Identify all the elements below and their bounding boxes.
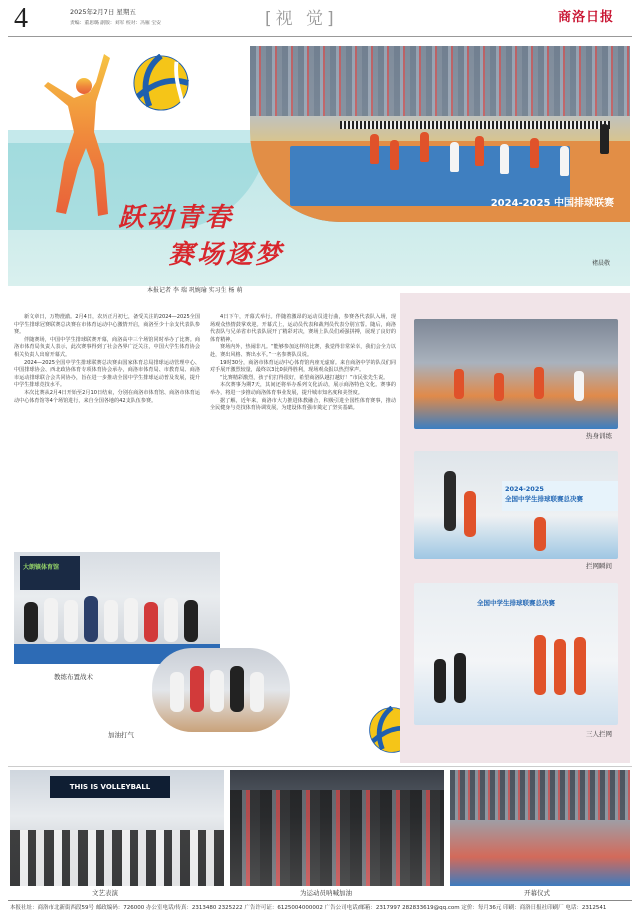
block-caption: 拦网瞬间	[586, 562, 612, 570]
opening-photo	[450, 770, 630, 886]
triple-block-photo	[414, 583, 618, 725]
editor-credits: 责编：董思璐 副版：刘军 校对：冯雁 宝安	[70, 21, 161, 26]
league-banner-name-2: 全国中学生排球联赛总决赛	[477, 599, 555, 607]
cheer-photo	[152, 648, 290, 732]
article-paragraph: 2024—2025全国中学生排球联赛总决赛由国家体育总局排球运动管理中心、中国排球协会、西北政协体育专项体育协会承办，商洛市体育局、市教育局、商洛市运动排球联合会共同协办，旨在进一步推动全国中学生排球运动普及发展，提升中学生排球竞技水平。	[14, 359, 200, 389]
article-paragraph: 伴随赛场，中国中学生排球联赛开幕，商洛高中三个场馆同时举办了比赛。商洛市体育局负责人表示，此次赛事得到了社会各界广泛关注，中国大学生体育协会相关负责人出席开幕式。	[14, 336, 200, 358]
section-title: [视 觉]	[265, 9, 338, 29]
hero-title-line2: 赛场逐梦	[168, 240, 285, 270]
article-paragraph: 赛场内外，热闹非凡。“能够参加这样的比赛，我觉得非常荣幸，我们会全力以赴，赛出风格、赛出水平。”一名参赛队员说。	[210, 344, 396, 358]
block-photo	[414, 451, 618, 559]
article-body	[14, 314, 396, 546]
bottom-divider	[8, 766, 632, 767]
volleyball-sign: THIS IS VOLLEYBALL	[50, 776, 170, 798]
article-paragraph: 本次比赛从2月4日开始至2月10日结束，分别在商洛市体育馆、商洛市体育运动中心体育馆等4个场馆进行，来自全国各地的42支队伍参赛。	[14, 389, 200, 404]
page-number: 4	[14, 3, 28, 34]
article-paragraph: 4日下午，开幕式举行。伴随着激昂的运动员进行曲，参赛各代表队入场，现场观众热情鼓掌欢迎。开幕式上，运动员代表和裁判员代表分别宣誓。随后，商洛代表队与兄弟省市代表队展开了精彩对决，赛场上队员们顽强拼搏，展现了良好的体育精神。	[210, 314, 396, 343]
fans-caption: 为运动员呐喊加油	[300, 889, 352, 897]
article-paragraph: 新文章日，万物澄澈。2月4日，农历正月初七，备受关注的2024—2025全国中学生排球冠赛联赛总决赛在市体育运动中心激情开启，商洛至少十余支代表队参赛。	[14, 314, 200, 336]
article-paragraph: “比赛精彩激烈，孩子们打得很好，希望商洛队越打越好！”市民张先生说。	[220, 374, 389, 381]
article-byline: 本报记者 李 瑞 巩婉瑜 实习生 杨 萌	[147, 287, 243, 294]
hero-title-line1: 跃动青春	[118, 203, 235, 233]
hero-banner-text: 2024-2025 中国排球联赛	[490, 198, 614, 209]
opening-caption: 开幕仪式	[524, 889, 550, 897]
footer-divider	[8, 900, 632, 901]
warmup-photo	[414, 319, 618, 429]
league-banner-name: 全国中学生排球联赛总决赛	[505, 495, 583, 503]
arena-sign: 大朗镇体育馆	[20, 556, 80, 590]
performance-photo	[10, 770, 224, 886]
hero-photo-credit: 褚晨敬	[592, 260, 611, 267]
performance-caption: 文艺表演	[92, 889, 118, 897]
warmup-caption: 热身训练	[586, 432, 612, 440]
article-paragraph: 据了解，近年来，商洛市大力推进体教融合，积极引进全国性体育赛事，推动全民健身与竞技体育协调发展，为建设体育强市奠定了坚实基础。	[210, 397, 396, 412]
coach-caption: 教练布置战术	[54, 673, 93, 681]
volleyball-icon	[132, 54, 190, 112]
article-paragraph: 19时30分，商洛市体育运动中心体育馆内座无虚席。来自商洛中学的队员们同对手展开激烈较量，最终以3比0获得胜利，现场观众报以热烈掌声。	[210, 359, 396, 374]
issue-date: 2025年2月7日 星期五	[70, 8, 136, 16]
triple-block-caption: 三人拦网	[586, 730, 612, 738]
newspaper-logo: 商洛日报	[558, 10, 615, 25]
header-divider	[8, 36, 632, 37]
publisher-footer: 本报社址：商洛市北新街西段59号 邮政编码：726000 办公室电话/传真：2313480 2325222 广告许可证：6125004000002 广告公司电话/邮箱：2317997 282833619@qq.com 定价：每月36元 印刷：商洛日报社印刷厂 电话：2312541	[10, 905, 607, 911]
right-photo-panel	[400, 293, 630, 763]
cheer-caption: 加油打气	[108, 731, 134, 739]
fans-photo	[230, 770, 444, 886]
hero-match-photo	[250, 46, 630, 222]
league-banner-year: 2024-2025	[505, 485, 544, 493]
volleyball-player-silhouette-icon	[34, 52, 124, 222]
article-paragraph: 本次赛事为期7天，其间还将举办系列文化活动，展示商洛特色文化。赛事的举办，将进一步推动商洛体育事业发展，提升城市知名度和美誉度。	[210, 382, 396, 396]
